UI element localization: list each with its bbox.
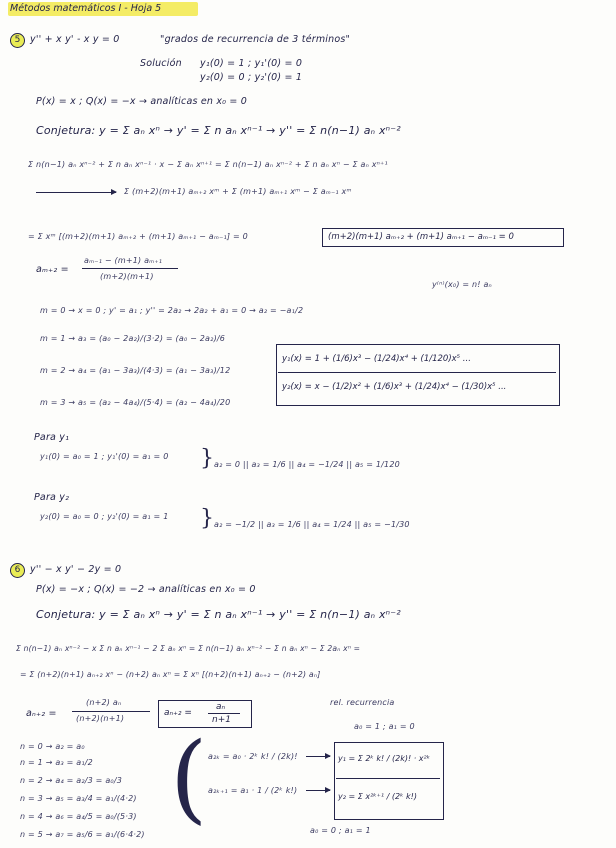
ex5-recurrence-lhs: aₘ₊₂ = — [36, 264, 69, 275]
ex6-a2k1: a₂ₖ₊₁ = a₁ · 1 / (2ᵏ k!) — [208, 786, 298, 795]
ex5-arrow-1 — [36, 192, 116, 193]
ex6-boxed-den: n+1 — [212, 715, 231, 725]
ex6-left-brace: ( — [170, 722, 208, 834]
ex5-y1-brace: } — [200, 446, 214, 471]
ex6-analytic: P(x) = −x ; Q(x) = −2 → analíticas en x₀ = 0 — [36, 584, 256, 595]
ex5-boxed-recurrence: (m+2)(m+1) aₘ₊₂ + (m+1) aₘ₊₁ − aₘ₋₁ = 0 — [328, 232, 514, 242]
ex5-shifted: Σ (m+2)(m+1) aₘ₊₂ xᵐ + Σ (m+1) aₘ₊₁ xᵐ − Σ aₘ₋₁ xᵐ — [124, 187, 352, 196]
ex5-y2-conds: y₂(0) = a₀ = 0 ; y₂'(0) = a₁ = 1 — [40, 512, 169, 521]
ex6-step-n2: n = 2 → a₄ = a₂/3 = a₀/3 — [20, 776, 123, 785]
ex6-tail-note: a₀ = 0 ; a₁ = 1 — [310, 826, 371, 835]
ex5-fraction-bar — [82, 268, 178, 269]
ex5-expansion: Σ n(n−1) aₙ xⁿ⁻² + Σ n aₙ xⁿ⁻¹ · x − Σ aₙ xⁿ⁺¹ = Σ n(n−1) aₙ xⁿ⁻² + Σ n aₙ xⁿ − Σ aₙ xⁿ⁺¹ — [28, 160, 388, 169]
ex5-y1-series: y₁(x) = 1 + (1/6)x³ − (1/24)x⁴ + (1/120)x⁵ ... — [282, 354, 471, 364]
ex6-boxed-bar — [208, 713, 240, 714]
ex6-boxed-lhs: aₙ₊₂ = — [164, 708, 192, 718]
ex5-side-note: y⁽ⁿ⁾(x₀) = n! aₙ — [432, 280, 492, 289]
exercise-number-5: 5 — [10, 33, 25, 48]
ex5-analytic: P(x) = x ; Q(x) = −x → analíticas en x₀ = 0 — [36, 96, 247, 107]
ex5-combined: = Σ xᵐ [(m+2)(m+1) aₘ₊₂ + (m+1) aₘ₊₁ − aₘ₋₁] = 0 — [28, 232, 248, 241]
ex6-arrow-y2 — [306, 790, 330, 791]
ex5-recurrence-num: aₘ₋₁ − (m+1) aₘ₊₁ — [84, 256, 163, 265]
ex5-y1-coeffs: a₂ = 0 || a₃ = 1/6 || a₄ = −1/24 || a₅ = 1/120 — [214, 460, 400, 469]
ex6-step-n3: n = 3 → a₅ = a₃/4 = a₁/(4·2) — [20, 794, 137, 803]
ex5-para-y1: Para y₁ — [34, 432, 70, 443]
ex5-solution-label: Solución — [140, 58, 182, 69]
ex5-cond2: y₂(0) = 0 ; y₂'(0) = 1 — [200, 72, 303, 83]
ex5-step-m1: m = 1 → a₃ = (a₀ − 2a₂)/(3·2) = (a₀ − 2a₂)/6 — [40, 334, 226, 343]
ex6-rel-label: rel. recurrencia — [330, 698, 395, 707]
ex5-y2-coeffs: a₂ = −1/2 || a₃ = 1/6 || a₄ = 1/24 || a₅ = −1/30 — [214, 520, 410, 529]
ex6-step-n1: n = 1 → a₃ = a₁/2 — [20, 758, 93, 767]
ex6-recurrence-num: (n+2) aₙ — [86, 698, 122, 707]
ex6-y1-sum: y₁ = Σ 2ᵏ k! / (2k)! · x²ᵏ — [338, 754, 431, 763]
ex5-equation: y'' + x y' - x y = 0 — [30, 34, 120, 45]
ex5-recurrence-den: (m+2)(m+1) — [100, 272, 154, 281]
ex5-box-divider — [278, 372, 556, 373]
ex5-note: "grados de recurrencia de 3 términos" — [160, 34, 351, 45]
ex6-fraction-bar — [72, 711, 150, 712]
ex6-expansion: Σ n(n−1) aₙ xⁿ⁻² − x Σ n aₙ xⁿ⁻¹ − 2 Σ aₙ xⁿ = Σ n(n−1) aₙ xⁿ⁻² − Σ n aₙ xⁿ − Σ 2aₙ xⁿ = — [16, 644, 361, 653]
ex6-step-n4: n = 4 → a₆ = a₄/5 = a₀/(5·3) — [20, 812, 137, 821]
ex6-conjecture: Conjetura: y = Σ aₙ xⁿ → y' = Σ n aₙ xⁿ⁻¹ → y'' = Σ n(n−1) aₙ xⁿ⁻² — [36, 608, 401, 621]
ex6-init-note: a₀ = 1 ; a₁ = 0 — [354, 722, 415, 731]
ex6-a2k: a₂ₖ = a₀ · 2ᵏ k! / (2k)! — [208, 752, 298, 761]
ex5-conjecture: Conjetura: y = Σ aₙ xⁿ → y' = Σ n aₙ xⁿ⁻¹ → y'' = Σ n(n−1) aₙ xⁿ⁻² — [36, 124, 401, 137]
ex5-y2-brace: } — [200, 506, 214, 531]
ex6-boxed-num: aₙ — [216, 702, 226, 712]
ex6-recurrence-den: (n+2)(n+1) — [76, 714, 125, 723]
ex6-step-n0: n = 0 → a₂ = a₀ — [20, 742, 85, 751]
ex6-y2-sum: y₂ = Σ x²ᵏ⁺¹ / (2ᵏ k!) — [338, 792, 418, 801]
ex6-combined: = Σ (n+2)(n+1) aₙ₊₂ xⁿ − (n+2) aₙ xⁿ = Σ xⁿ [(n+2)(n+1) aₙ₊₂ − (n+2) aₙ] — [20, 670, 321, 679]
ex5-para-y2: Para y₂ — [34, 492, 70, 503]
page-title: Métodos matemáticos I - Hoja 5 — [10, 3, 162, 14]
ex6-recurrence-lhs: aₙ₊₂ = — [26, 708, 57, 719]
ex6-equation: y'' − x y' − 2y = 0 — [30, 564, 122, 575]
ex5-step-m2: m = 2 → a₄ = (a₁ − 3a₃)/(4·3) = (a₁ − 3a₃)/12 — [40, 366, 231, 375]
ex5-step-m0: m = 0 → x = 0 ; y' = a₁ ; y'' = 2a₂ → 2a₂ + a₁ = 0 → a₂ = −a₁/2 — [40, 306, 304, 315]
ex5-step-m3: m = 3 → a₅ = (a₂ − 4a₄)/(5·4) = (a₂ − 4a₄)/20 — [40, 398, 231, 407]
ex5-y2-series: y₂(x) = x − (1/2)x² + (1/6)x³ + (1/24)x⁴ − (1/30)x⁵ ... — [282, 382, 507, 392]
ex5-y1-conds: y₁(0) = a₀ = 1 ; y₁'(0) = a₁ = 0 — [40, 452, 169, 461]
ex6-arrow-y1 — [306, 756, 330, 757]
ex6-box-divider — [336, 778, 440, 779]
ex5-cond1: y₁(0) = 1 ; y₁'(0) = 0 — [200, 58, 303, 69]
exercise-number-6: 6 — [10, 563, 25, 578]
ex6-step-n5: n = 5 → a₇ = a₅/6 = a₁/(6·4·2) — [20, 830, 145, 839]
